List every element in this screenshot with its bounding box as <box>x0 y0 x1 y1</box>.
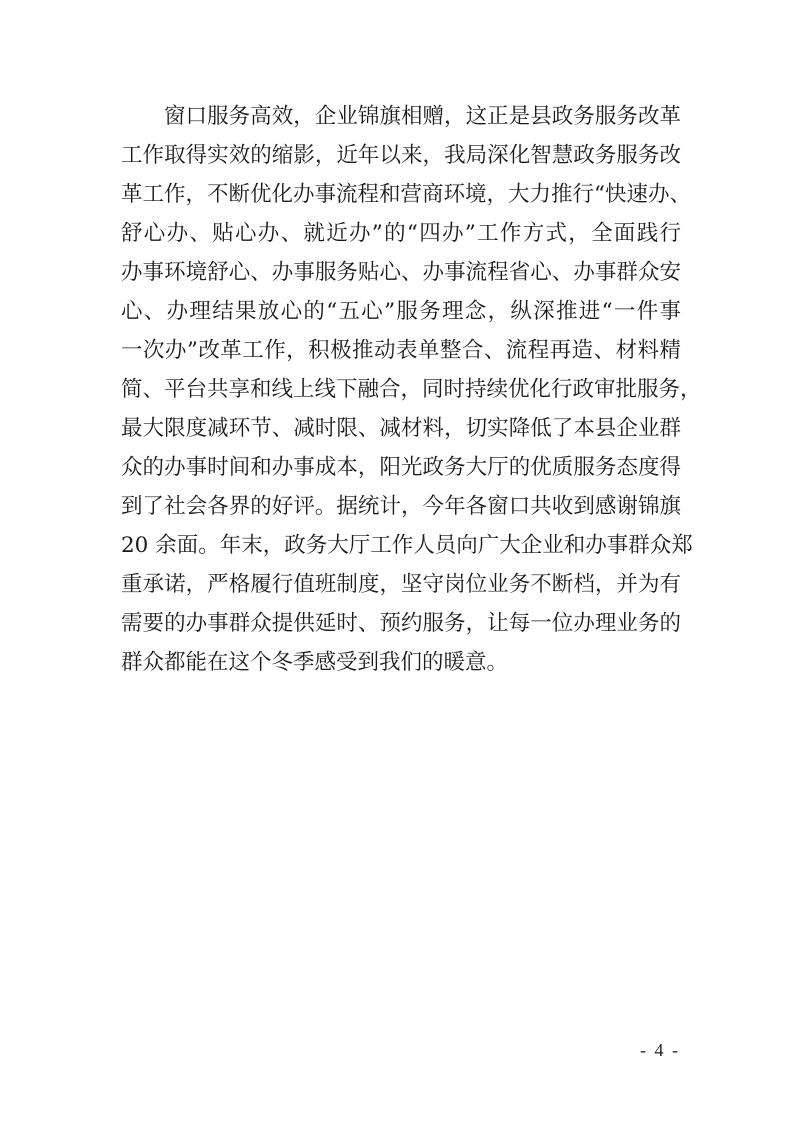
paragraph-line: 工作取得实效的缩影，近年以来，我局深化智慧政务服务改 <box>121 143 681 168</box>
paragraph-line: 窗口服务高效，企业锦旗相赠，这正是县政务服务改革 <box>164 104 681 129</box>
paragraph-line: 一次办”改革工作，积极推动表单整合、流程再造、材料精 <box>121 338 681 363</box>
paragraph-line: 最大限度减环节、减时限、减材料，切实降低了本县企业群 <box>121 416 681 441</box>
paragraph-line: 重承诺，严格履行值班制度，坚守岗位业务不断档，并为有 <box>121 572 681 597</box>
paragraph-line: 需要的办事群众提供延时、预约服务，让每一位办理业务的 <box>121 611 681 636</box>
paragraph-line: 到了社会各界的好评。据统计，今年各窗口共收到感谢锦旗 <box>121 494 681 519</box>
paragraph-line: 群众都能在这个冬季感受到我们的暖意。 <box>121 650 509 675</box>
paragraph-line: 办事环境舒心、办事服务贴心、办事流程省心、办事群众安 <box>121 260 681 285</box>
paragraph-line: 革工作，不断优化办事流程和营商环境，大力推行“快速办、 <box>121 182 691 207</box>
body-paragraph <box>121 97 702 682</box>
paragraph-line: 众的办事时间和办事成本，阳光政务大厅的优质服务态度得 <box>121 455 681 480</box>
paragraph-line: 心、办理结果放心的“五心”服务理念，纵深推进“一件事 <box>121 299 681 324</box>
paragraph-line: 简、平台共享和线上线下融合，同时持续优化行政审批服务， <box>121 377 702 402</box>
page-number: - 4 - <box>640 1040 680 1060</box>
paragraph-line: 舒心办、贴心办、就近办”的“四办”工作方式，全面践行 <box>121 221 681 246</box>
paragraph-line: 20 余面。年末，政务大厅工作人员向广大企业和办事群众郑 <box>121 533 693 558</box>
